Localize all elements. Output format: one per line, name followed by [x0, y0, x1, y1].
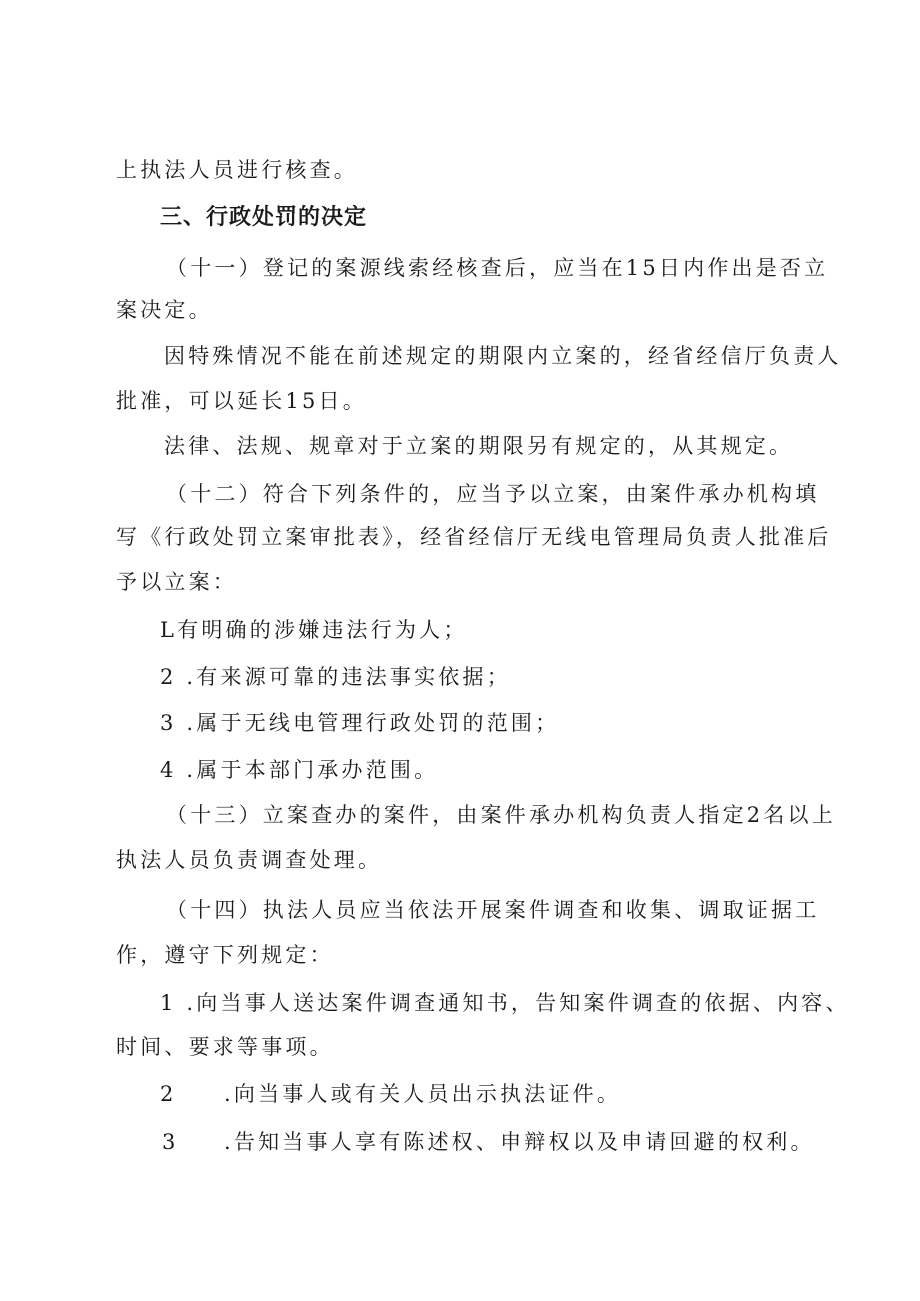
- paragraph-line: （十一）登记的案源线索经核查后，应当在15日内作出是否立: [166, 256, 829, 280]
- section-heading: 三、行政处罚的决定: [160, 205, 368, 230]
- list-item: L有明确的涉嫌违法行为人；: [160, 618, 468, 642]
- paragraph-line: 执法人员负责调查处理。: [116, 848, 383, 872]
- paragraph-line: 作，遵守下列规定：: [116, 943, 334, 967]
- list-item-number: 3: [162, 1130, 179, 1154]
- paragraph-line: 上执法人员进行核查。: [116, 158, 358, 182]
- list-item: 1 .向当事人送达案件调查通知书，告知案件调查的依据、内容、: [160, 991, 850, 1015]
- paragraph-line: 批准，可以延长15日。: [116, 389, 367, 413]
- list-item-text: .向当事人或有关人员出示执法证件。: [224, 1082, 622, 1106]
- paragraph-line: （十四）执法人员应当依法开展案件调查和收集、调取证据工: [166, 898, 820, 922]
- paragraph-line: 法律、法规、规章对于立案的期限另有规定的，从其规定。: [164, 434, 794, 458]
- list-item-text: .告知当事人享有陈述权、申辩权以及申请回避的权利。: [224, 1130, 815, 1154]
- paragraph-line: （十二）符合下列条件的，应当予以立案，由案件承办机构填: [166, 482, 820, 506]
- paragraph-line: 予以立案：: [116, 570, 237, 594]
- list-item: [160, 1080, 621, 1108]
- paragraph-line: （十三）立案查办的案件，由案件承办机构负责人指定2名以上: [166, 803, 836, 827]
- paragraph-line: 时间、要求等事项。: [116, 1035, 334, 1059]
- list-item: [162, 1128, 815, 1156]
- list-item: 2 .有来源可靠的违法事实依据；: [160, 665, 511, 689]
- paragraph-line: 写《行政处罚立案审批表》，经省经信厅无线电管理局负责人批准后: [116, 525, 832, 549]
- paragraph-line: 案决定。: [116, 298, 213, 322]
- list-item: 4 .属于本部门承办范围。: [160, 758, 439, 782]
- list-item: 3 .属于无线电管理行政处罚的范围；: [160, 711, 560, 735]
- list-item-number: 2: [160, 1082, 177, 1106]
- paragraph-line: 因特殊情况不能在前述规定的期限内立案的，经省经信厅负责人: [164, 344, 842, 368]
